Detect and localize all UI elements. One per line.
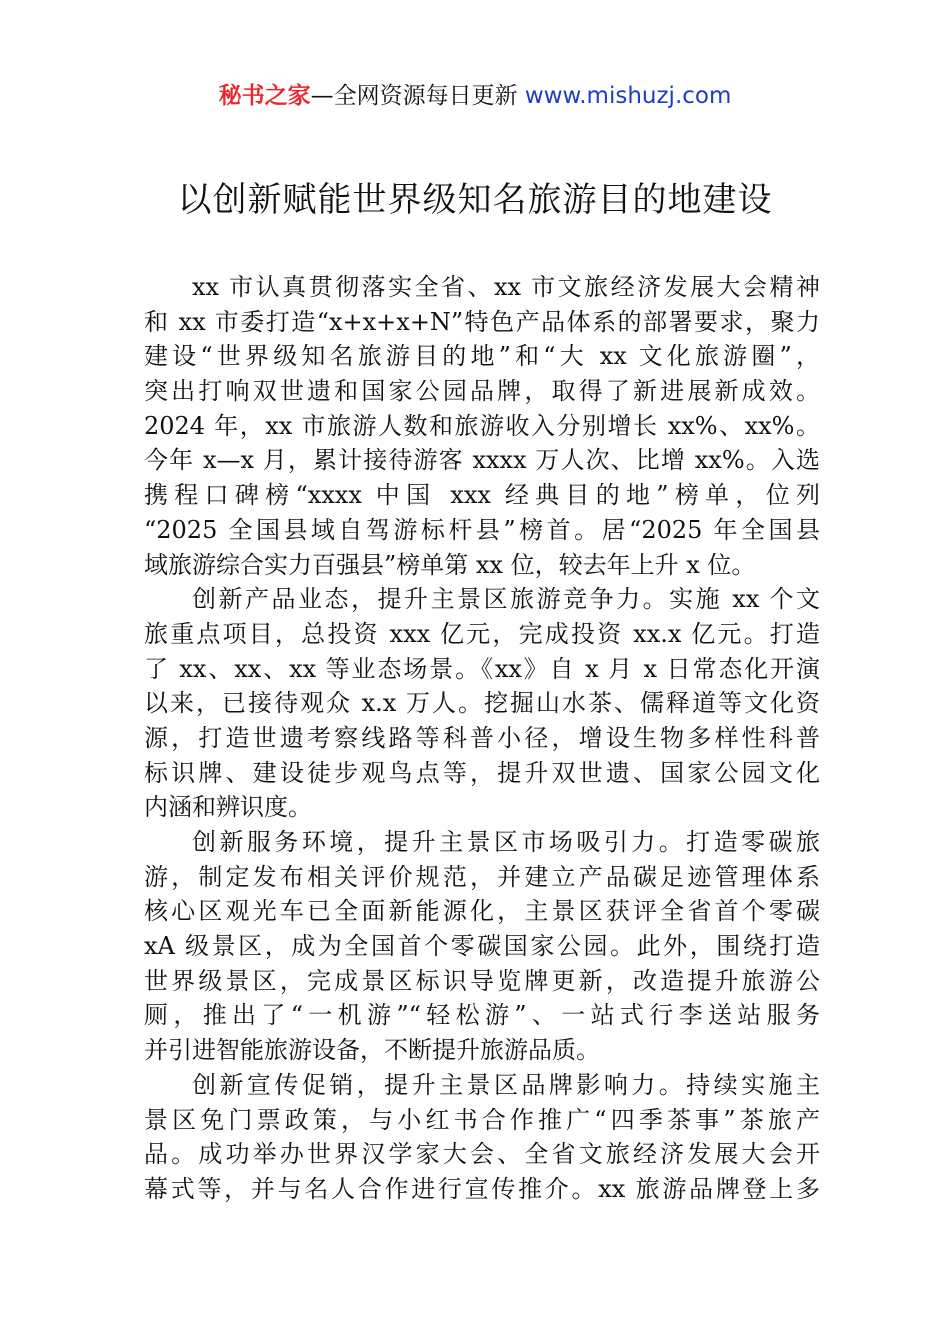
text-line: 标识牌、建设徒步观鸟点等，提升双世遗、国家公园文化 xyxy=(144,758,820,787)
text-line: 创新宣传促销，提升主景区品牌影响力。持续实施主 xyxy=(192,1070,820,1099)
site-banner xyxy=(0,80,950,112)
text-line: xx 市认真贯彻落实全省、xx 市文旅经济发展大会精神 xyxy=(192,273,820,301)
banner-slogan: —全网资源每日更新 xyxy=(310,83,525,109)
text-line: 内涵和辨识度。 xyxy=(144,793,312,822)
paragraph xyxy=(144,825,820,1068)
text-line: 建设“世界级知名旅游目的地”和“大 xx 文化旅游圈”， xyxy=(144,342,820,371)
text-line: 突出打响双世遗和国家公园品牌，取得了新进展新成效。 xyxy=(144,377,820,406)
website-link[interactable]: www.mishuzj.com xyxy=(524,83,732,109)
text-line: “2025 全国县域自驾游标杆县”榜首。居“2025 年全国县 xyxy=(144,515,820,544)
brand-name: 秘书之家 xyxy=(218,83,311,109)
document-body xyxy=(144,270,820,1207)
text-line: 以来，已接待观众 x.x 万人。挖掘山水茶、儒释道等文化资 xyxy=(144,689,820,718)
text-line: 2024 年，xx 市旅游人数和旅游收入分别增长 xx%、xx%。 xyxy=(144,411,820,440)
paragraph xyxy=(144,582,820,825)
document-title: 以创新赋能世界级知名旅游目的地建设 xyxy=(177,180,773,220)
text-line: 品。成功举办世界汉学家大会、全省文旅经济发展大会开 xyxy=(144,1140,820,1169)
text-line: 世界级景区，完成景区标识导览牌更新，改造提升旅游公 xyxy=(144,966,820,995)
text-line: 核心区观光车已全面新能源化，主景区获评全省首个零碳 xyxy=(144,897,820,926)
text-line: 旅重点项目，总投资 xxx 亿元，完成投资 xx.x 亿元。打造 xyxy=(144,619,820,648)
text-line: 了 xx、xx、xx 等业态场景。《xx》自 x 月 x 日常态化开演 xyxy=(144,654,820,683)
text-line: 幕式等，并与名人合作进行宣传推介。xx 旅游品牌登上多 xyxy=(144,1174,820,1203)
paragraph xyxy=(144,270,820,582)
text-line: 游，制定发布相关评价规范，并建立产品碳足迹管理体系 xyxy=(144,862,820,891)
text-line: 创新服务环境，提升主景区市场吸引力。打造零碳旅 xyxy=(192,828,820,856)
text-line: 并引进智能旅游设备，不断提升旅游品质。 xyxy=(144,1036,600,1065)
text-line: 景区免门票政策，与小红书合作推广“四季茶事”茶旅产 xyxy=(144,1105,820,1134)
text-line: 源，打造世遗考察线路等科普小径，增设生物多样性科普 xyxy=(144,723,820,752)
text-line: 厕，推出了“一机游”“轻松游”、一站式行李送站服务 xyxy=(144,1001,820,1030)
text-line: xA 级景区，成为全国首个零碳国家公园。此外，围绕打造 xyxy=(144,932,820,961)
text-line: 携程口碑榜“xxxx 中国 xxx 经典目的地”榜单，位列 xyxy=(144,481,820,510)
text-line: 和 xx 市委打造“x+x+x+N”特色产品体系的部署要求，聚力 xyxy=(144,307,820,336)
text-line: 创新产品业态，提升主景区旅游竞争力。实施 xx 个文 xyxy=(192,585,820,614)
text-line: 域旅游综合实力百强县”榜单第 xx 位，较去年上升 x 位。 xyxy=(144,550,756,579)
paragraph xyxy=(144,1068,820,1207)
text-line: 今年 x—x 月，累计接待游客 xxxx 万人次、比增 xx%。入选 xyxy=(144,446,820,475)
